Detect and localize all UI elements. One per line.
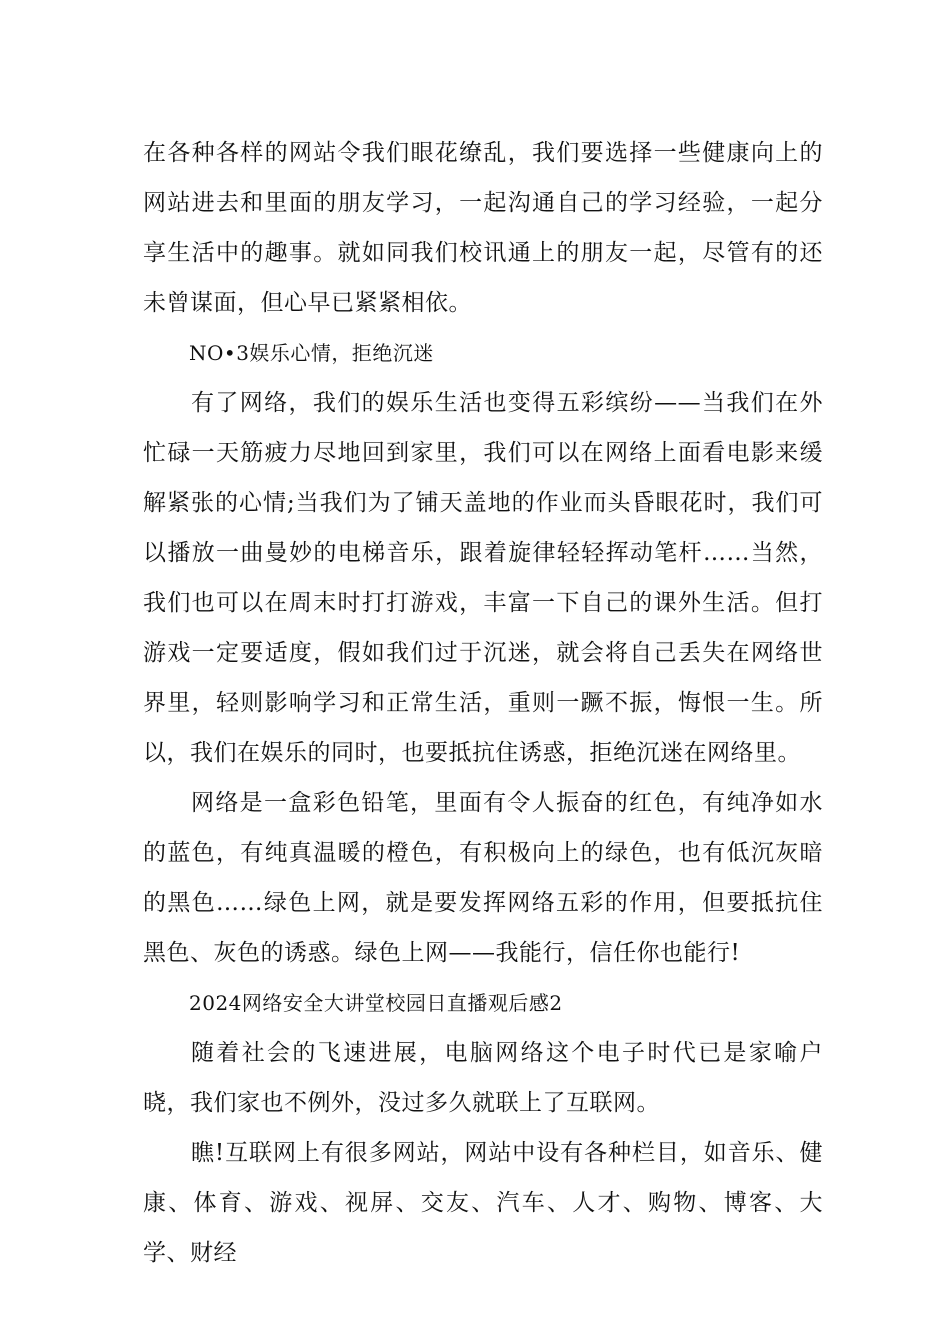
paragraph-websites: 在各种各样的网站令我们眼花缭乱，我们要选择一些健康向上的网站进去和里面的朋友学习，一起沟通自己的学习经验，一起分享生活中的趣事。就如同我们校讯通上的朋友一起，尽管有的还未曾谋面，但心早已紧紧相依。: [143, 140, 823, 316]
paragraph-website-columns: 瞧!互联网上有很多网站，网站中设有各种栏目，如音乐、健康、体育、游戏、视屏、交友、汽车、人才、购物、博客、大学、财经: [143, 1140, 823, 1266]
paragraph-entertainment: 有了网络，我们的娱乐生活也变得五彩缤纷——当我们在外忙碌一天筋疲力尽地回到家里，我们可以在网络上面看电影来缓解紧张的心情;当我们为了铺天盖地的作业而头昏眼花时，我们可以播放一曲曼妙的电梯音乐，跟着旋律轻轻挥动笔杆……当然，我们也可以在周末时打打游戏，丰富一下自己的课外生活。但打游戏一定要适度，假如我们过于沉迷，就会将自己丢失在网络世界里，轻则影响学习和正常生活，重则一蹶不振，悔恨一生。所以，我们在娱乐的同时，也要抵抗住诱惑，拒绝沉迷在网络里。: [143, 390, 823, 766]
paragraph-internet-connected: 随着社会的飞速进展，电脑网络这个电子时代已是家喻户晓，我们家也不例外，没过多久就联上了互联网。: [143, 1040, 823, 1116]
section-heading-no3: NO•3娱乐心情，拒绝沉迷: [189, 341, 434, 365]
essay-title-2: 2024网络安全大讲堂校园日直播观后感2: [189, 991, 563, 1015]
document-body: [143, 128, 823, 1278]
paragraph-colored-pencils: 网络是一盒彩色铅笔，里面有令人振奋的红色，有纯净如水的蓝色，有纯真温暖的橙色，有积极向上的绿色，也有低沉灰暗的黑色……绿色上网，就是要发挥网络五彩的作用，但要抵抗住黑色、灰色的诱惑。绿色上网——我能行，信任你也能行!: [143, 790, 823, 966]
